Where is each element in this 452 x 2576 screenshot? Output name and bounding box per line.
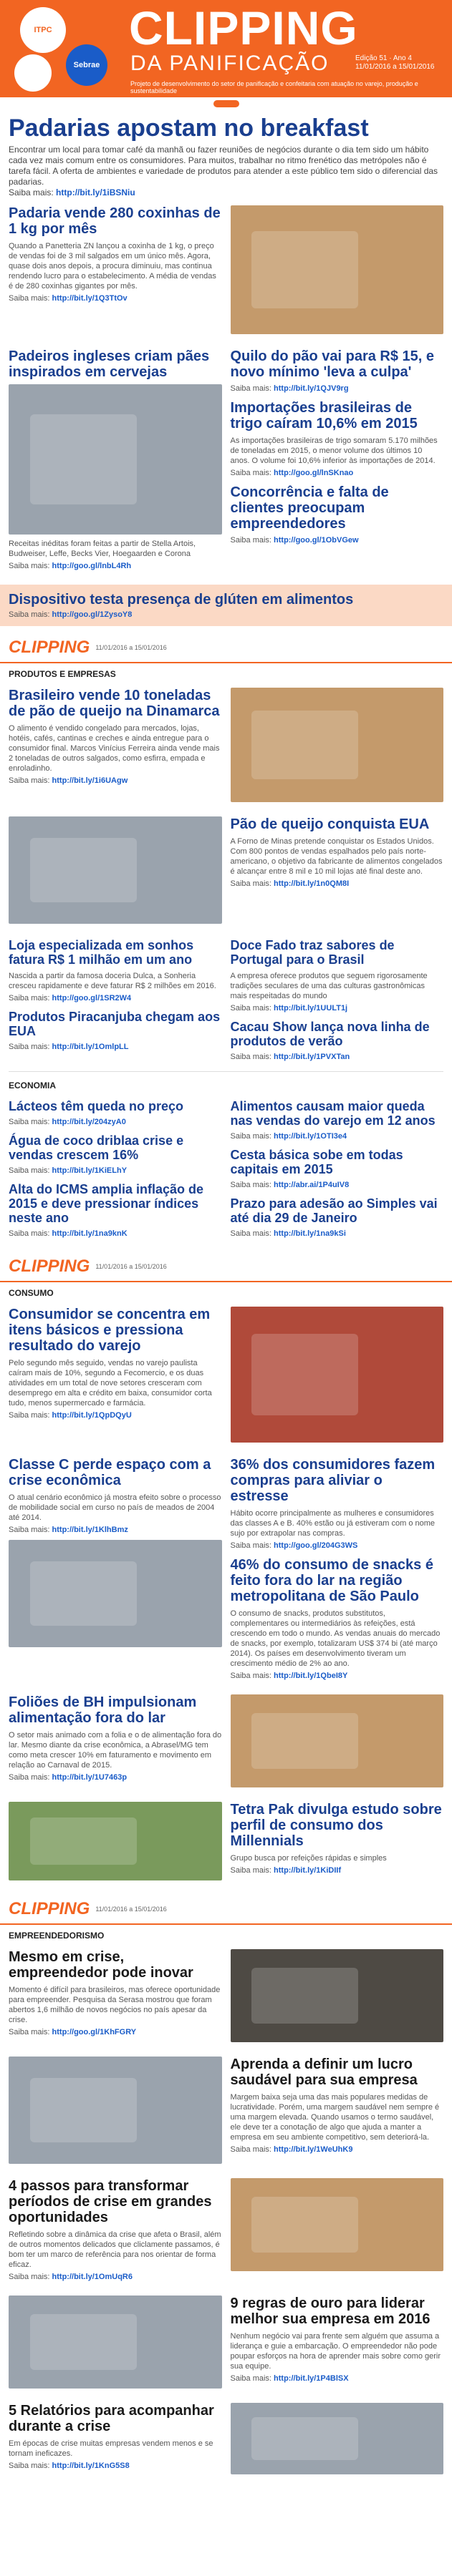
article-link[interactable]: http://bit.ly/1Q3TtOv [52,294,128,303]
saiba-label: Saiba mais: [9,1118,50,1126]
crowd-photo [231,1307,444,1443]
strip-title: Dispositivo testa presença de glúten em alimentos [9,592,354,608]
articles1-right [231,348,444,570]
itpc-logo: ITPC [20,7,66,53]
saiba-label: Saiba mais: [9,294,50,303]
articles5-row-d [0,2288,452,2396]
article-saiba [231,1053,444,1061]
articles2-row-b [0,809,452,931]
article-title: 5 Relatórios para acompanhar durante a crise [9,2403,214,2434]
article-title: Concorrência e falta de clientes preocupam empreendedores [230,484,389,532]
article-link[interactable]: http://bit.ly/1U7463p [52,1773,128,1782]
saiba-label: Saiba mais: [230,1004,271,1013]
article-link[interactable]: http://bit.ly/1na9knK [52,1229,128,1238]
lead-saiba [0,187,452,198]
article-link[interactable]: http://bit.ly/1KiDIIf [274,1866,342,1875]
clipping-section-header [0,1895,452,1925]
header-band [0,0,452,97]
image-crowd [231,1307,444,1443]
article-text: A empresa oferece produtos que seguem rigorosamente tradições seculares de uma das culturas gastronômicas mais respeitadas do mundo [230,972,428,1000]
saiba-label: Saiba mais: [9,994,50,1002]
article-text: A Forno de Minas pretende conquistar os Estados Unidos. Com 800 pontos de vendas espalhados pelo país norte-americano, o objetivo da fabricante de alimentos congelados é alcançar entre 8 mil e 10 mil lojas até final deste ano. [230,837,443,876]
article-link[interactable]: http://bit.ly/1UULT1j [274,1004,348,1013]
saiba-label: Saiba mais: [9,2028,50,2036]
article-text: Momento é difícil para brasileiros, mas oferece oportunidade para empreender. Pesquisa da Serasa mostrou que foram abertos 1,6 milhão de novos negócios no país apesar da crise. [9,1986,221,2024]
saiba-label: Saiba mais: [230,2374,271,2383]
image-lightbulb [231,1949,444,2042]
article-title: Aprenda a definir um lucro saudável para sua empresa [230,2057,418,2088]
article-title: Tetra Pak divulga estudo sobre perfil de consumo dos Millennials [230,1802,442,1849]
article-text: Nenhum negócio vai para frente sem alguém que assuma a liderança e guie a embarcação. O empreendedor não pode poupar esforços na hora de aprender mais sobre como gerir sua equipe. [230,2332,441,2371]
article-title: Cesta básica sobe em todas capitais em 2015 [230,1148,403,1176]
article-title: Doce Fado traz sabores de Portugal para o Brasil [230,938,395,967]
article-consumidor [9,1307,222,1443]
article-title: Prazo para adesão ao Simples vai até dia 29 de Janeiro [230,1196,438,1225]
saiba-label: Saiba mais: [230,536,271,545]
article-tetrapak [231,1802,444,1880]
image-store [9,816,222,924]
articles3-row [0,1092,452,1245]
saiba-label: Saiba mais: [230,1053,271,1061]
article-docefado [231,938,444,1061]
gluten-strip [0,585,452,626]
article-coxinha [9,205,222,334]
article-saiba [9,562,222,570]
edition-number: Edição 51 · Ano 4 [355,54,412,62]
lead-text: Encontrar um local para tomar café da manhã ou fazer reuniões de negócios durante o dia tem sido um hábito cada vez mais comum entre os consumidores. Para muitos, trabalhar no ritmo frenético das metrópoles não é tarefa fácil. A oferta de ambientes e variedade de produtos para atender a este público tem sido o diferencial das padarias. [9,145,438,187]
article-title: Padeiros ingleses criam pães inspirados em cervejas [9,348,210,380]
article-title: 46% do consumo de snacks é feito fora do lar na região metropolitana de São Paulo [230,1557,433,1604]
article-text: Grupo busca por refeições rápidas e simples [230,1854,387,1863]
image-puzzle [231,2178,444,2281]
category-produtos: PRODUTOS E EMPRESAS [9,669,116,679]
strip-link[interactable]: http://goo.gl/1ZysoY8 [52,610,133,619]
clipping-section-header [0,1252,452,1282]
puzzle-photo [231,2178,444,2271]
lead-link[interactable]: http://bit.ly/1iBSNiu [56,187,135,197]
clip-date: 11/01/2016 a 15/01/2016 [95,1263,167,1270]
article-title: Foliões de BH impulsionam alimentação fora do lar [9,1694,197,1726]
article-saiba [231,1229,444,1238]
article-link[interactable]: http://bit.ly/1QpDQyU [52,1411,132,1420]
article-saiba [9,2028,222,2036]
clip-date: 11/01/2016 a 15/01/2016 [95,644,167,651]
report-photo [231,2403,444,2474]
article-link[interactable]: http://goo.gl/204G3WS [274,1541,358,1550]
article-text: Hábito ocorre principalmente as mulheres e consumidores das classes A e B. 40% estão ou já estiveram com o nome sujo por extrapolar nas compras. [230,1509,436,1538]
article-saiba [9,1043,222,1051]
saiba-label: Saiba mais: [230,879,271,888]
saiba-label: Saiba mais: [230,2145,271,2154]
article-saiba [9,776,222,785]
article-link[interactable]: http://bit.ly/1OmUqR6 [52,2273,133,2281]
image-leader [9,2296,222,2389]
article-title: Consumidor se concentra em itens básicos e pressiona resultado do varejo [9,1307,211,1354]
article-link[interactable]: http://goo.gl/1ObVGew [274,536,359,545]
article-title: Padaria vende 280 coxinhas de 1 kg por mês [9,205,221,237]
edition-date: 11/01/2016 a 15/01/2016 [355,63,435,71]
article-link[interactable]: http://goo.gl/1KhFGRY [52,2028,137,2036]
article-title: Loja especializada em sonhos fatura R$ 1 milhão em um ano [9,938,194,967]
article-text: O atual cenário econômico já mostra efeito sobre o processo de mobilidade social em curso no país de meados de 2004 até 2014. [9,1493,221,1522]
articles4-row-a [0,1299,452,1450]
clip-label: CLIPPING [9,638,90,657]
article-text: O consumo de snacks, produtos substitutos, complementares ou intermediários às refeições, está crescendo em todo o mundo. As vendas anuais do mercado de snacks, por exemplo, totalizaram US$ 374 bi (até março 2014). Os países em desenvolvimento tiveram um crescimento médio de 2% ao ano. [230,1609,441,1668]
partner-logo [14,54,52,92]
article-link[interactable]: http://bit.ly/1KnG5S8 [52,2462,130,2470]
carnival-photo [231,1694,444,1787]
article-link[interactable]: http://goo.gl/1SR2W4 [52,994,132,1002]
divider-pill [213,100,239,107]
article-link[interactable]: http://bit.ly/1OmlpLL [52,1043,129,1051]
image-report [231,2403,444,2474]
article-title: Classe C perde espaço com a crise econômica [9,1457,211,1488]
article-text: As importações brasileiras de trigo somaram 5.170 milhões de toneladas em 2015, o menor volume dos últimos 10 anos. O volume foi 10,6% inferior às importações de 2014. [230,436,438,465]
cart-photo [9,1540,222,1647]
article-forno [231,816,444,924]
image-millennials [9,1802,222,1880]
article-text: Refletindo sobre a dinâmica da crise que afeta o Brasil, além de outros momentos delicados que cliclamente passamos, é bom ter um marco de referência para nos orientar de forma eficaz. [9,2230,221,2269]
article-title: Alta do ICMS amplia inflação de 2015 e deve pressionar índices neste ano [9,1182,204,1225]
article-saiba [9,1411,222,1420]
article-saiba [231,1004,444,1013]
store-photo [9,816,222,924]
article-text: Margem baixa seja uma das mais populares medidas de lucratividade. Porém, uma margem saudável nem sempre é uma margem elevada. Quando usamos o termo saudável, ele deve ter a conotação de algo que ajuda a manter a empresa em seu ambiente competitivo, sem deteriorá-la. [230,2093,440,2142]
image-coxinha [231,205,444,334]
article-saiba [9,1166,222,1175]
article-saiba [9,1773,222,1782]
saiba-label: Saiba mais: [230,1541,271,1550]
article-link[interactable]: http://bit.ly/1QbeI8Y [274,1672,348,1680]
article-saiba [231,1866,444,1875]
article-text: Pelo segundo mês seguido, vendas no varejo paulista caíram mais de 10%, segundo a Fecomercio, e os duas atividades em um total de nove setores cresceram com desemprego em alta e crédito em baixa, consumidor corta tudo, menos supermercado e farmácia. [9,1359,212,1407]
article-saiba [231,1541,444,1550]
article-classec [9,1457,222,1680]
article-saiba [231,536,444,545]
category-consumo: CONSUMO [9,1288,54,1298]
saiba-label: Saiba mais: [230,384,271,393]
article-link[interactable]: http://bit.ly/1i6UAgw [52,776,128,785]
article-text: Em épocas de crise muitas empresas vendem menos e se tornam ineficazes. [9,2439,213,2458]
article-link[interactable]: http://bit.ly/204zyA0 [52,1118,126,1126]
coxinha-photo [231,205,444,334]
article-text: Nascida a partir da famosa doceria Dulca, a Sonheria cresceu rapidamente e deve faturar R$ 2 milhões em 2016. [9,972,216,990]
articles5-row-e [0,2396,452,2482]
article-saiba [9,994,222,1002]
article-title: Produtos Piracanjuba chegam aos EUA [9,1010,221,1038]
articles4-row-b [0,1450,452,1687]
article-saiba [9,2462,222,2470]
article-inovar [9,1949,222,2042]
article-relatorios [9,2403,222,2474]
saiba-label: Saiba mais: [9,776,50,785]
leader-photo [9,2296,222,2389]
article-title: Brasileiro vende 10 toneladas de pão de queijo na Dinamarca [9,688,220,719]
article-link[interactable]: http://bit.ly/1P4BlSX [274,2374,349,2383]
article-saiba [9,294,222,303]
article-title: Alimentos causam maior queda nas vendas do varejo em 12 anos [230,1099,436,1128]
article-saiba [9,1229,222,1238]
article-saiba [9,1526,222,1534]
article-link[interactable]: http://bit.ly/1QJV9rg [274,384,349,393]
logo-group [7,4,115,90]
article-title: Cacau Show lança nova linha de produtos de verão [230,1020,430,1048]
saiba-label: Saiba mais: [9,1773,50,1782]
image-carnival [231,1694,444,1787]
article-link[interactable]: http://bit.ly/1WeUhK9 [274,2145,353,2154]
bakers-photo [9,384,222,535]
strip-saiba [9,610,443,619]
article-lucro [231,2057,444,2164]
article-title: 9 regras de ouro para liderar melhor sua empresa em 2016 [230,2296,431,2327]
sebrae-logo: Sebrae [66,44,107,86]
notebook-photo [9,2057,222,2164]
saiba-label: Saiba mais: [9,1526,50,1534]
article-padeiros [9,348,222,570]
clip-label: CLIPPING [9,1257,90,1276]
clip-date: 11/01/2016 a 15/01/2016 [95,1906,167,1913]
article-title: Água de coco driblaa crise e vendas crescem 16% [9,1133,184,1162]
article-link[interactable]: http://bit.ly/1n0QM8I [274,879,350,888]
saiba-label: Saiba mais: [9,562,50,570]
image-notebook [9,2057,222,2164]
article-text: Quando a Panetteria ZN lançou a coxinha de 1 kg, o preço de vendas foi de 3 mil salgados em um único mês. Agora, quase dois anos depois, a procura diminuiu, mas continua rendendo lucro para o estabelecimento. A média de vendas é de 280 coxinhas gigantes por mês. [9,242,216,291]
saiba-label: Saiba mais: [9,610,50,619]
article-saiba [231,384,444,393]
article-paodequeijo-dk [9,688,222,802]
article-saiba [231,2145,444,2154]
saiba-label: Saiba mais: [230,469,271,477]
lightbulb-photo [231,1949,444,2042]
category-economia: ECONOMIA [9,1080,56,1091]
articles2-row-c [0,931,452,1068]
consumo-right [231,1457,444,1680]
articles4-row-c [0,1687,452,1795]
articles1-row-b [0,341,452,577]
saiba-label: Saiba mais: [9,187,54,197]
articles5-row-c [0,2171,452,2288]
article-link[interactable]: http://abr.ai/1P4uIV8 [274,1181,350,1189]
economia-right [231,1099,444,1238]
article-folioes [9,1694,222,1787]
article-title: 4 passos para transformar períodos de crise em grandes oportunidades [9,2178,212,2225]
saiba-label: Saiba mais: [9,1411,50,1420]
articles5-row-b [0,2049,452,2171]
article-text: Receitas inéditas foram feitas a partir de Stella Artois, Budweiser, Leffe, Becks Vier, Hoegaarden e Corona [9,540,196,558]
tagline: Projeto de desenvolvimento do setor de panificação e confeitaria com atuação no varejo, produção e sustentabilidade [130,80,418,94]
saiba-label: Saiba mais: [230,1229,271,1238]
edition-info [355,54,434,72]
article-title: 36% dos consumidores fazem compras para aliviar o estresse [230,1457,436,1504]
article-title: Quilo do pão vai para R$ 15, e novo mínimo 'leva a culpa' [230,348,435,380]
cheesebread-photo [231,688,444,802]
article-saiba [9,1118,222,1126]
article-9regras [231,2296,444,2389]
article-link[interactable]: http://bit.ly/1PVXTan [274,1053,350,1061]
saiba-label: Saiba mais: [230,1181,271,1189]
article-link[interactable]: http://goo.gl/lnbL4Rh [52,562,132,570]
saiba-label: Saiba mais: [230,1132,271,1141]
saiba-label: Saiba mais: [230,1866,271,1875]
economia-left [9,1099,222,1238]
page-title: CLIPPING [129,1,358,54]
divider [9,1071,443,1072]
saiba-label: Saiba mais: [9,1166,50,1175]
article-saiba [231,2374,444,2383]
article-link[interactable]: http://goo.gl/lnSKnao [274,469,354,477]
article-title: Lácteos têm queda no preço [9,1099,184,1113]
article-saiba [9,2273,222,2281]
articles5-row-a [0,1942,452,2049]
articles1-row-a [0,198,452,341]
article-saiba [231,1672,444,1680]
article-saiba [231,1181,444,1189]
clip-label: CLIPPING [9,1899,90,1918]
saiba-label: Saiba mais: [9,1043,50,1051]
saiba-label: Saiba mais: [9,1229,50,1238]
article-link[interactable]: http://bit.ly/1KiELhY [52,1166,128,1175]
article-sonhos [9,938,222,1061]
image-cheesebread [231,688,444,802]
article-title: Importações brasileiras de trigo caíram 10,6% em 2015 [230,400,418,431]
article-4passos [9,2178,222,2281]
article-title: Mesmo em crise, empreendedor pode inovar [9,1949,193,1981]
article-link[interactable]: http://bit.ly/1OTI3e4 [274,1132,347,1141]
article-text: O setor mais animado com a folia e o de alimentação fora do lar. Mesmo diante da crise econômica, a Abrasel/MG tem como meta crescer 10% em faturamento e movimento em relação ao Carnaval de 2015. [9,1731,222,1770]
clipping-section-header [0,633,452,663]
millennials-photo [9,1802,222,1880]
saiba-label: Saiba mais: [230,1672,271,1680]
article-link[interactable]: http://bit.ly/1KlhBmz [52,1526,128,1534]
saiba-label: Saiba mais: [9,2273,50,2281]
article-title: Pão de queijo conquista EUA [230,816,430,832]
article-saiba [231,1132,444,1141]
article-saiba [231,469,444,477]
articles4-row-d [0,1795,452,1888]
saiba-label: Saiba mais: [9,2462,50,2470]
lead-title: Padarias apostam no breakfast [9,114,369,142]
article-saiba [231,879,444,888]
article-link[interactable]: http://bit.ly/1na9kSi [274,1229,346,1238]
article-text: O alimento é vendido congelado para mercados, lojas, hotéis, cafés, cantinas e creches e ainda entregue para o consumidor final. Marcos Vinícius Ferreira ainda vende mais 2 toneladas de outros salgados, como esfirra, empada e enroladinho. [9,724,220,773]
page-subtitle: DA PANIFICAÇÃO [130,52,330,75]
articles2-row-a [0,680,452,809]
category-empreendedorismo: EMPREENDEDORISMO [9,1931,105,1941]
